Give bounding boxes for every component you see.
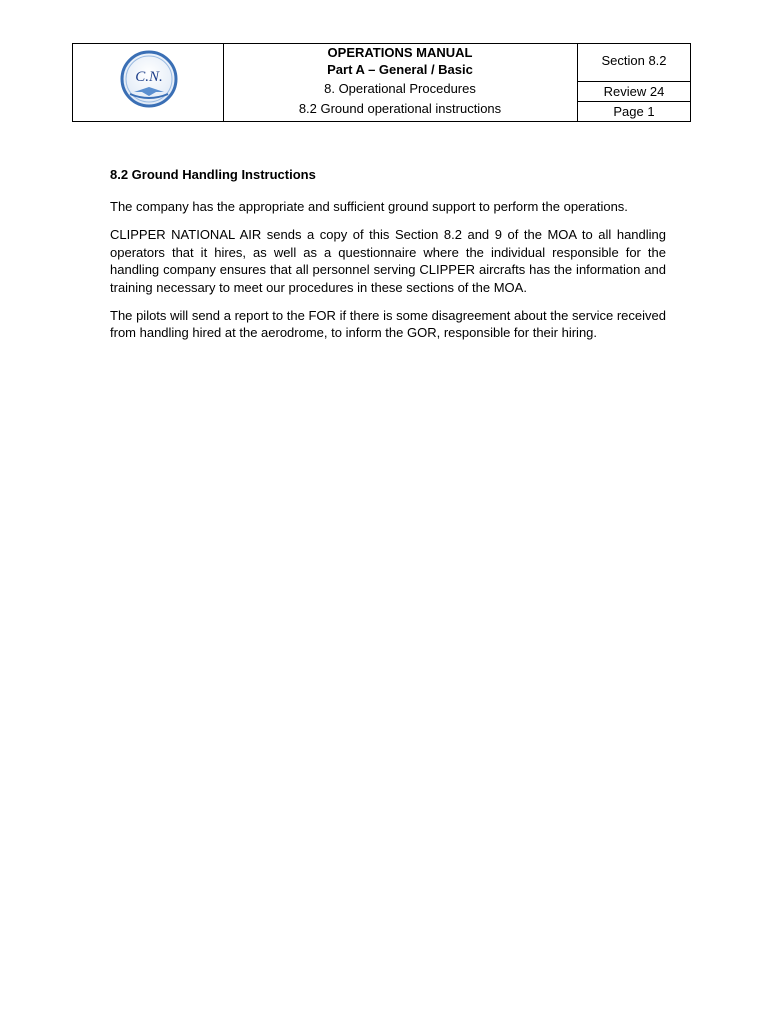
subchapter-title: 8.2 Ground operational instructions	[298, 101, 502, 116]
document-header-table	[72, 43, 691, 122]
manual-title: OPERATIONS MANUAL	[327, 45, 473, 60]
page-label: Page 1	[613, 104, 655, 119]
manual-part: Part A – General / Basic	[327, 62, 473, 77]
paragraph-2: CLIPPER NATIONAL AIR sends a copy of this Section 8.2 and 9 of the MOA to all handling operators that it hires, as well as a questionnaire where the individual responsible for the handling company ensures that all personnel serving CLIPPER aircrafts has the information and training necessary to meet our procedures in these sections of the MOA.	[110, 227, 666, 295]
title-cell	[223, 44, 578, 121]
logo-text: C.N.	[135, 69, 163, 85]
paragraph-1: The company has the appropriate and sufficient ground support to perform the operations.	[110, 199, 628, 214]
logo-cell	[73, 44, 224, 121]
paragraph-3: The pilots will send a report to the FOR if there is some disagreement about the service received from handling hired at the aerodrome, to inform the GOR, responsible for their hiring.	[110, 308, 666, 341]
section-heading: 8.2 Ground Handling Instructions	[110, 167, 316, 182]
meta-cell	[578, 44, 690, 121]
section-label: Section 8.2	[578, 44, 690, 82]
company-logo	[120, 50, 180, 112]
document-body	[110, 165, 666, 353]
review-label: Review 24	[578, 82, 690, 102]
clipper-national-logo-icon	[120, 50, 180, 112]
chapter-title: 8. Operational Procedures	[324, 81, 476, 96]
